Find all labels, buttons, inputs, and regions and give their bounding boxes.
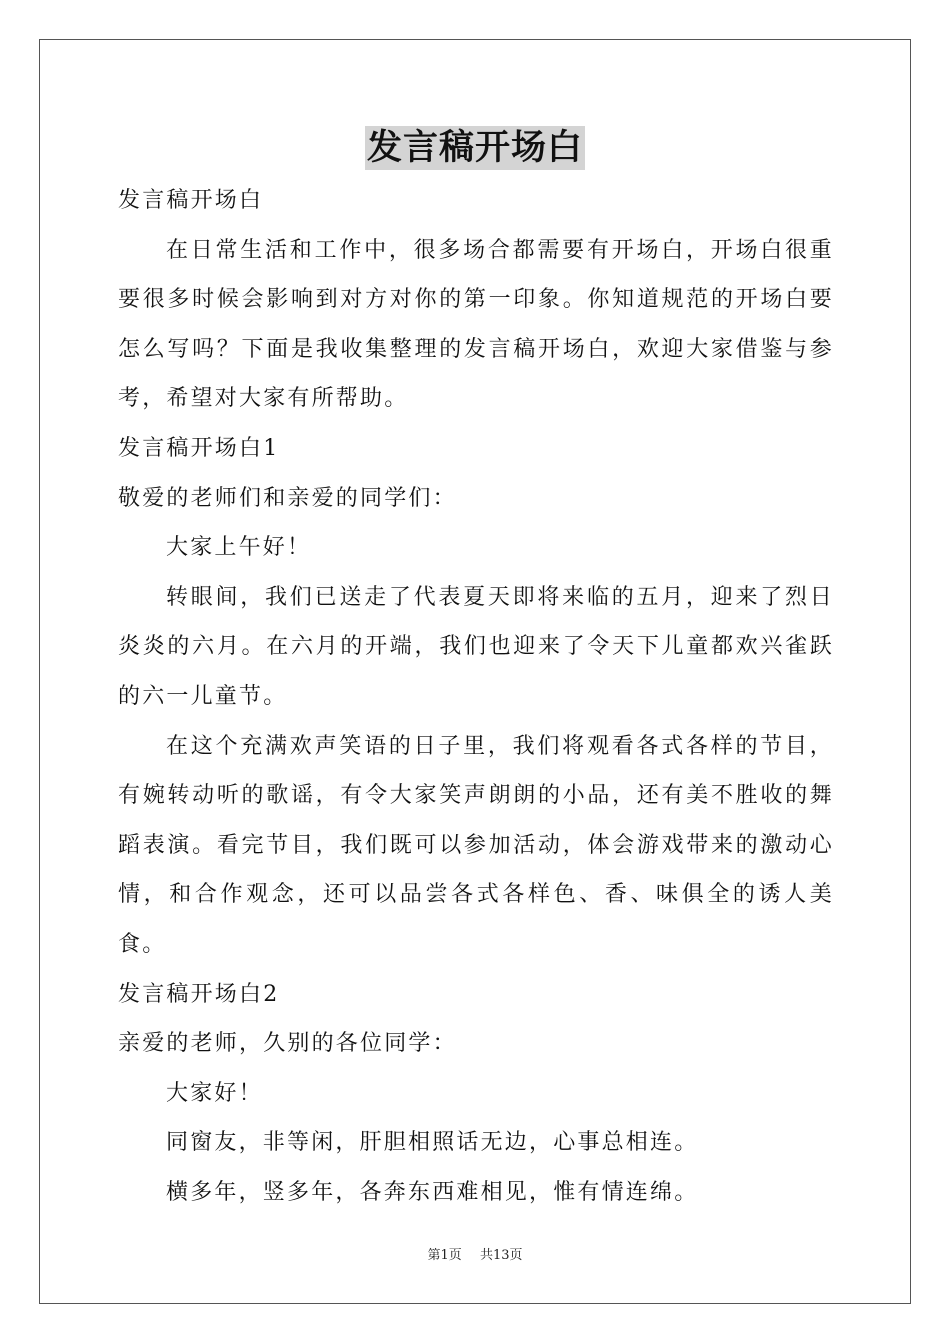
page-footer <box>0 1247 950 1265</box>
paragraph-intro: 在日常生活和工作中，很多场合都需要有开场白，开场白很重要很多时候会影响到对方对你的第一印象。你知道规范的开场白要怎么写吗？下面是我收集整理的发言稿开场白，欢迎大家借鉴与参考，希望对大家有所帮助。 <box>118 237 834 412</box>
section-heading-1: 发言稿开场白1 <box>118 435 280 461</box>
document-body <box>118 176 834 1217</box>
greeting-1: 大家上午好！ <box>166 535 312 561</box>
section-heading-2: 发言稿开场白2 <box>118 981 280 1007</box>
document-title: 发言稿开场白 <box>366 127 583 168</box>
paragraph-speech-1a: 转眼间，我们已送走了代表夏天即将来临的五月，迎来了烈日炎炎的六月。在六月的开端，我们也迎来了令天下儿童都欢兴雀跃的六一儿童节。 <box>118 584 834 709</box>
paragraph-heading: 发言稿开场白 <box>118 188 264 213</box>
paragraph-speech-1b: 在这个充满欢声笑语的日子里，我们将观看各式各样的节目，有婉转动听的歌谣，有令大家笑声朗朗的小品，还有美不胜收的舞蹈表演。看完节目，我们既可以参加活动，体会游戏带来的激动心情，和合作观念，还可以品尝各式各样色、香、味俱全的诱人美食。 <box>118 733 834 957</box>
salutation-1: 敬爱的老师们和亲爱的同学们： <box>118 485 457 511</box>
title-container <box>0 126 950 170</box>
salutation-2: 亲爱的老师，久别的各位同学： <box>118 1031 457 1057</box>
verse-line-2: 横多年，竖多年，各奔东西难相见，惟有情连绵。 <box>166 1179 699 1205</box>
greeting-2: 大家好！ <box>166 1080 263 1106</box>
page-number: 第1页 <box>427 1248 462 1263</box>
verse-line-1: 同窗友，非等闲，肝胆相照话无边，心事总相连。 <box>166 1130 699 1156</box>
page-total: 共13页 <box>479 1248 523 1263</box>
